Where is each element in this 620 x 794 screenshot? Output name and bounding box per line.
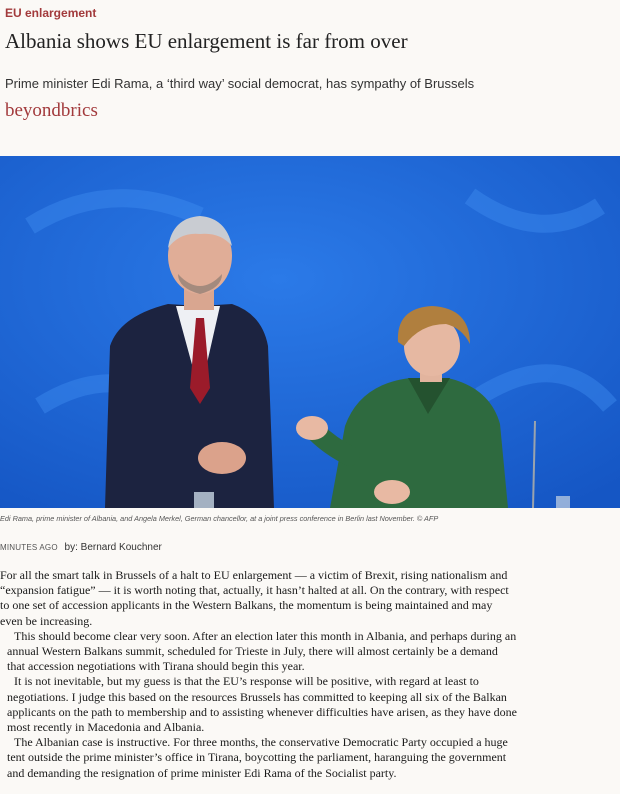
- paragraph: [0, 629, 620, 644]
- text-line: This should become clear very soon. After an election later this month in Albania, and perhaps during an: [14, 628, 517, 643]
- text-line: applicants on the path to membership and to assisting whenever difficulties have arisen, as they have done: [7, 704, 517, 719]
- article-headline: Albania shows EU enlargement is far from over: [5, 29, 408, 53]
- photo-illustration: [0, 156, 620, 508]
- text-line: It is not inevitable, but my guess is that the EU’s response will be positive, with regard at least to: [14, 674, 479, 689]
- image-caption: Edi Rama, prime minister of Albania, and Angela Merkel, German chancellor, at a joint press conference in Berlin last November. © AFP: [0, 514, 439, 523]
- text-line: that accession negotiations with Tirana should begin this year.: [7, 659, 305, 674]
- text-line: tent outside the prime minister’s office in Tirana, boycotting the parliament, haranguing the government: [7, 750, 507, 765]
- byline-prefix: by:: [64, 542, 78, 553]
- text-line: The Albanian case is instructive. For three months, the conservative Democratic Party occupied a huge: [14, 735, 508, 750]
- text-line: most recently in Macedonia and Albania.: [7, 720, 205, 735]
- text-line: For all the smart talk in Brussels of a halt to EU enlargement — a victim of Brexit, rising nationalism and: [0, 568, 508, 582]
- blog-link[interactable]: beyondbrics: [5, 100, 98, 121]
- paragraph-continued: [0, 690, 620, 736]
- article-byline: [0, 542, 162, 553]
- paragraph-continued: [0, 750, 620, 780]
- text-line: to one set of accession applicants in the Western Balkans, the momentum is being maintained and may: [0, 598, 493, 613]
- text-line: annual Western Balkans summit, scheduled for Trieste in July, there will almost certainly be a demand: [7, 644, 498, 659]
- text-line: and demanding the resignation of prime minister Edi Rama of the Socialist party.: [7, 765, 397, 780]
- paragraph-continued: [0, 644, 620, 674]
- text-line: negotiations. I judge this based on the resources Brussels has committed to keeping all six of the Balkan: [7, 689, 507, 704]
- text-line: even be increasing.: [0, 613, 93, 628]
- article-body: [0, 568, 620, 781]
- author-link[interactable]: Bernard Kouchner: [80, 542, 162, 553]
- article-photo: [0, 156, 620, 508]
- article-kicker[interactable]: EU enlargement: [5, 6, 97, 20]
- text-line: “expansion fatigue” — it is worth noting that, actually, it hasn’t halted at all. On the contrary, with respect: [0, 583, 509, 598]
- paragraph: [0, 568, 620, 629]
- paragraph: [0, 674, 620, 689]
- timestamp: MINUTES AGO: [0, 543, 58, 552]
- paragraph: [0, 735, 620, 750]
- article-standfirst: Prime minister Edi Rama, a ‘third way’ social democrat, has sympathy of Brussels: [5, 76, 475, 91]
